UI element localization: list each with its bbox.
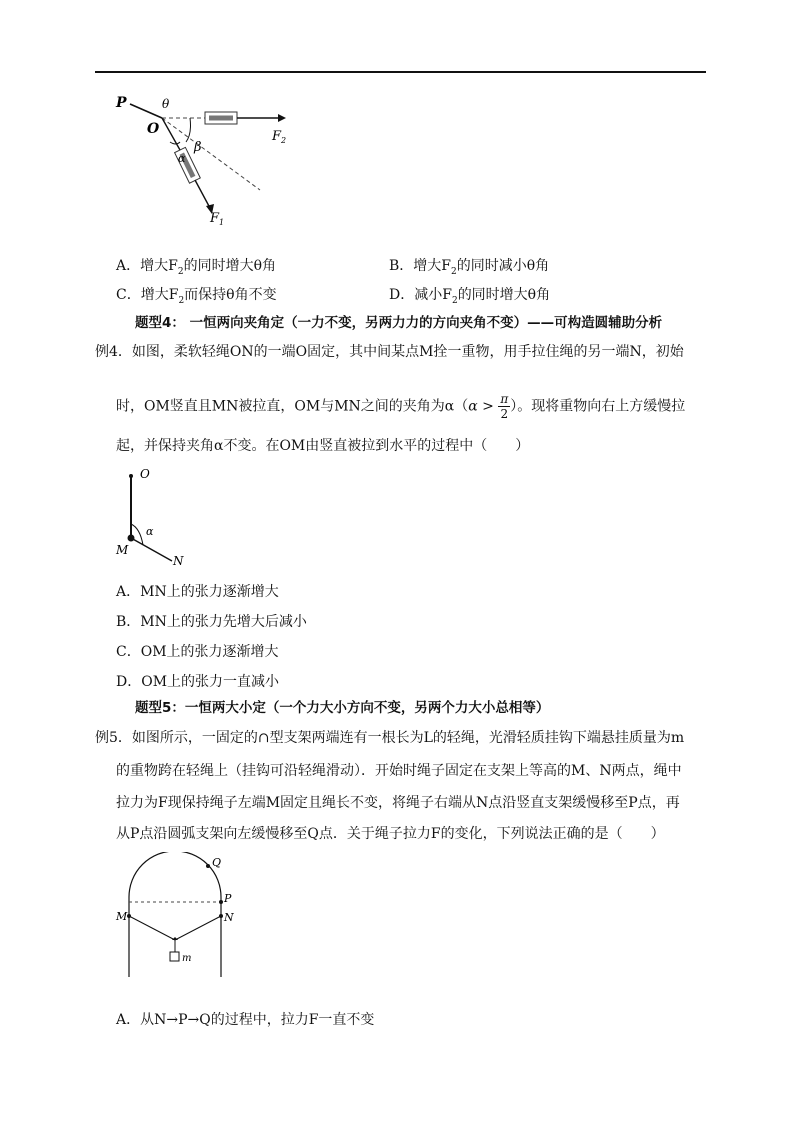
weight-block bbox=[170, 952, 179, 961]
label-o: O bbox=[147, 121, 160, 137]
example4-line3: 起，并保持夹角α不变。在OM由竖直被拉到水平的过程中（ ） bbox=[116, 438, 530, 454]
label-f1: $F_1$ bbox=[210, 211, 225, 225]
example4-option-b: B．MN上的张力先增大后减小 bbox=[116, 614, 307, 630]
example4-line1: 例4．如图，柔软轻绳ON的一端O固定，其中间某点M拴一重物，用手拉住绳的另一端N，初始 bbox=[95, 344, 684, 360]
label-q: Q bbox=[212, 856, 222, 869]
example4-line2: 时，OM竖直且MN被拉直，OM与MN之间的夹角为α（α > $\frac{\pi}{2}$ ）。现将重物向右上方缓慢拉 bbox=[116, 392, 686, 421]
label-beta: β bbox=[194, 140, 202, 155]
label-n: N bbox=[173, 554, 184, 568]
example4-option-d: D．OM上的张力一直减小 bbox=[116, 674, 280, 690]
label-alpha: α bbox=[178, 152, 186, 165]
example5-line1: 例5．如图所示，一固定的∩型支架两端连有一根长为L的轻绳，光滑轻质挂钩下端悬挂质量为m bbox=[95, 730, 685, 746]
fraction-pi-over-2: $\frac{\pi}{2}$ bbox=[500, 392, 509, 421]
example4-option-c: C．OM上的张力逐渐增大 bbox=[116, 644, 279, 660]
label-f2: $F_2$ bbox=[272, 129, 287, 145]
option-a: A．增大$F_2$的同时增大θ角 bbox=[116, 258, 277, 277]
example5-line3: 拉力为F现保持绳子左端M固定且绳长不变，将绳子右端从N点沿竖直支架缓慢移至P点，再 bbox=[116, 795, 680, 811]
label-p: P bbox=[116, 95, 127, 111]
header-rule bbox=[95, 71, 706, 73]
rope-po bbox=[130, 104, 162, 118]
label-p: P bbox=[224, 892, 232, 905]
label-theta: θ bbox=[162, 97, 170, 111]
type5-heading: 题型5：一恒两大小定（一个力大小方向不变，另两个力大小总相等） bbox=[135, 700, 550, 716]
example5-line2: 的重物跨在轻绳上（挂钩可沿轻绳滑动）．开始时绳子固定在支架上等高的M、N两点，绳中 bbox=[116, 763, 682, 779]
weight-m bbox=[128, 535, 135, 542]
example5-line4: 从P点沿圆弧支架向左缓慢移至Q点．关于绳子拉力F的变化，下列说法正确的是（ ） bbox=[116, 826, 665, 842]
label-alpha: α bbox=[146, 525, 154, 538]
figure-spring-scales bbox=[110, 90, 300, 225]
example4-option-a: A．MN上的张力逐渐增大 bbox=[116, 584, 279, 600]
label-mass: m bbox=[182, 953, 192, 964]
option-b: B．增大$F_2$的同时减小θ角 bbox=[389, 258, 550, 277]
arrow-f1 bbox=[195, 180, 210, 208]
figure-arch-support bbox=[110, 852, 240, 982]
type4-heading: 题型4： 一恒两向夹角定（一力不变，另两力力的方向夹角不变）——可构造圆辅助分析 bbox=[135, 315, 663, 331]
option-d: D．减小$F_2$的同时增大θ角 bbox=[389, 287, 551, 306]
label-n: N bbox=[224, 911, 234, 924]
angle-beta-arc bbox=[186, 118, 191, 142]
rope-left bbox=[129, 916, 175, 940]
label-m: M bbox=[116, 910, 128, 923]
rope-mn bbox=[131, 538, 172, 561]
rope-right bbox=[175, 916, 221, 940]
example5-option-a: A．从N→P→Q的过程中，拉力F一直不变 bbox=[116, 1012, 375, 1028]
label-o: O bbox=[140, 467, 150, 481]
option-c: C．增大$F_2$而保持θ角不变 bbox=[116, 287, 277, 306]
label-m: M bbox=[116, 543, 129, 557]
figure-omn bbox=[110, 462, 200, 570]
